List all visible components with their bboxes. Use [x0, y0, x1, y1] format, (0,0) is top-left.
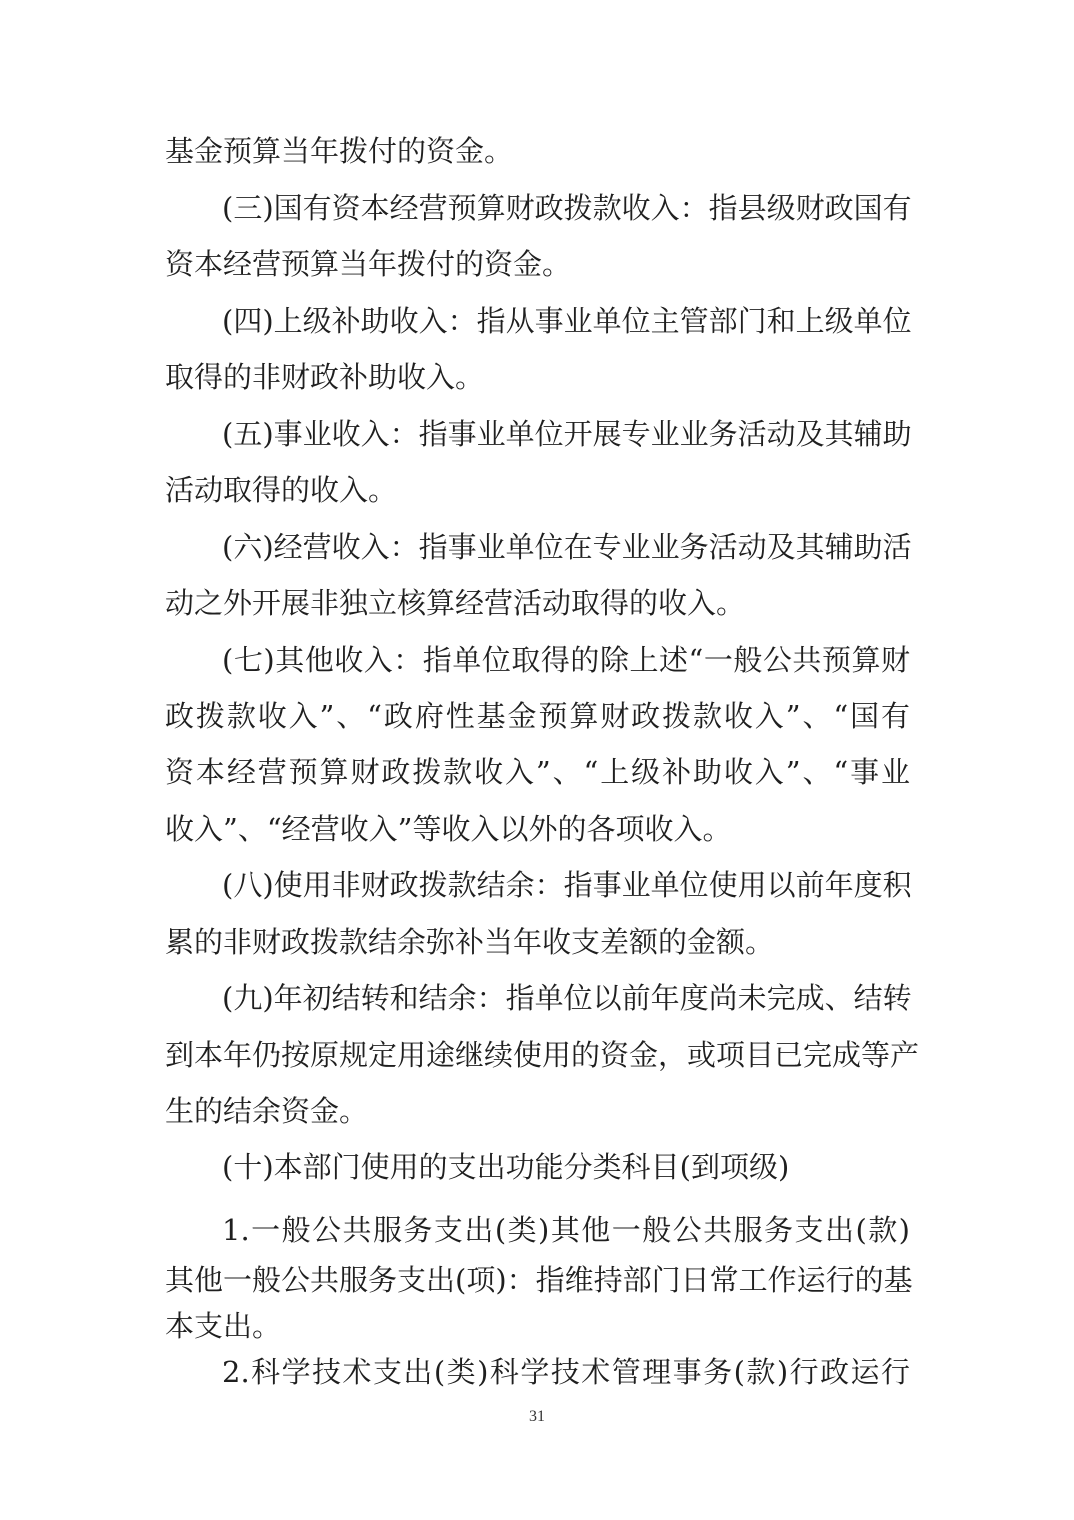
page-number: 31	[529, 1408, 545, 1425]
text-line: (七)其他收入：指单位取得的除上述“一般公共预算财	[222, 643, 910, 677]
text-line: (八)使用非财政拨款结余：指事业单位使用以前年度积	[222, 868, 912, 902]
text-line: (十)本部门使用的支出功能分类科目(到项级)	[222, 1150, 790, 1184]
text-line: 基金预算当年拨付的资金。	[165, 134, 514, 168]
text-line: 1.一般公共服务支出(类)其他一般公共服务支出(款)	[222, 1213, 910, 1247]
text-line: 动之外开展非独立核算经营活动取得的收入。	[165, 586, 746, 620]
text-line: (九)年初结转和结余：指单位以前年度尚未完成、结转	[222, 981, 912, 1015]
text-line: 累的非财政拨款结余弥补当年收支差额的金额。	[165, 925, 775, 959]
text-line: 生的结余资金。	[165, 1094, 369, 1128]
text-line: 资本经营预算财政拨款收入”、“上级补助收入”、“事业	[165, 755, 910, 789]
text-line: (三)国有资本经营预算财政拨款收入：指县级财政国有	[222, 191, 912, 225]
text-line: 到本年仍按原规定用途继续使用的资金，或项目已完成等产	[165, 1038, 920, 1072]
text-line: (六)经营收入：指事业单位在专业业务活动及其辅助活	[222, 530, 912, 564]
text-line: 取得的非财政补助收入。	[165, 360, 485, 394]
text-line: (四)上级补助收入：指从事业单位主管部门和上级单位	[222, 304, 912, 338]
text-line: 本支出。	[165, 1309, 282, 1343]
text-line: 资本经营预算当年拨付的资金。	[165, 247, 572, 281]
text-line: 2.科学技术支出(类)科学技术管理事务(款)行政运行	[222, 1355, 910, 1389]
text-line: 其他一般公共服务支出(项)：指维持部门日常工作运行的基	[165, 1263, 913, 1297]
text-line: (五)事业收入：指事业单位开展专业业务活动及其辅助	[222, 417, 912, 451]
text-line: 政拨款收入”、“政府性基金预算财政拨款收入”、“国有	[165, 699, 910, 733]
text-line: 收入”、“经营收入”等收入以外的各项收入。	[165, 812, 732, 846]
text-line: 活动取得的收入。	[165, 473, 398, 507]
